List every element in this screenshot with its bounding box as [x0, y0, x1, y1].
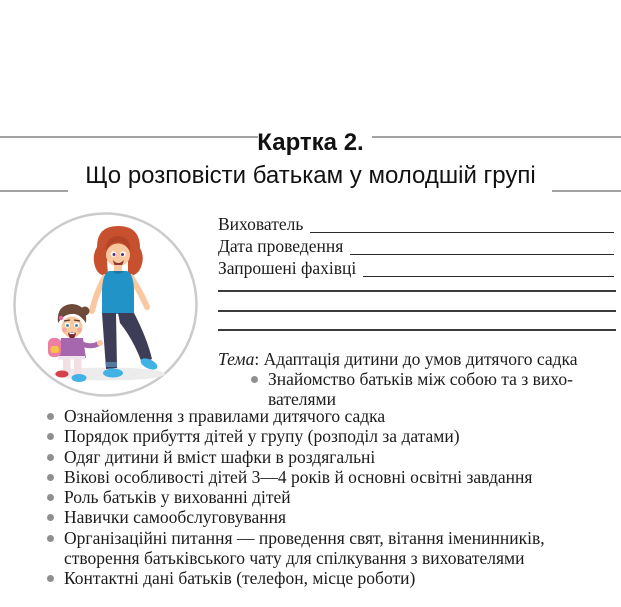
- list-item: [47, 528, 619, 569]
- page-subtitle: Що розповісти батькам у молодшій групі: [85, 162, 536, 189]
- bullet-icon: [47, 494, 54, 501]
- bullet-icon: [47, 575, 54, 582]
- topics-list: [47, 406, 619, 589]
- illustration-mother-child-icon: [12, 211, 199, 398]
- list-item-line: Навички самообслуговування: [64, 507, 287, 528]
- page-title: Картка 2.: [257, 129, 364, 156]
- blank-writing-line: [218, 329, 616, 331]
- bullet-icon: [47, 474, 54, 481]
- form-fields: [218, 213, 614, 279]
- list-item-line: створення батьківського чату для спілкування з вихователями: [64, 548, 525, 569]
- list-item: [47, 447, 619, 467]
- blank-writing-line: [218, 290, 616, 292]
- form-field-line: [363, 276, 614, 277]
- form-field-line: [350, 254, 614, 255]
- list-item: [47, 568, 619, 588]
- illustration-circle: [12, 211, 199, 398]
- list-item: [47, 467, 619, 487]
- list-item-line: Роль батьків у вихованні дітей: [64, 487, 291, 508]
- bullet-icon: [47, 535, 54, 542]
- list-item: [47, 487, 619, 507]
- form-field-row-date: [218, 235, 614, 257]
- list-item: [47, 507, 619, 527]
- list-item-line: Одяг дитини й вміст шафки в роздягальні: [64, 446, 376, 467]
- bullet-icon: [47, 454, 54, 461]
- theme-line: [218, 349, 618, 370]
- form-field-row-specialists: [218, 257, 614, 279]
- list-item-line: Ознайомлення з правилами дитячого садка: [64, 406, 386, 426]
- theme-text: : Адаптація дитини до умов дитячого садка: [254, 349, 578, 369]
- list-item: [47, 426, 619, 446]
- form-field-line: [310, 232, 614, 233]
- form-field-row-teacher: [218, 213, 614, 235]
- theme-sub-item: [251, 369, 616, 410]
- bullet-icon: [47, 433, 54, 440]
- list-item-line: Порядок прибуття дітей у групу (розподіл за датами): [64, 426, 460, 447]
- bullet-icon: [47, 413, 54, 420]
- bullet-icon: [47, 514, 54, 521]
- list-item: [47, 406, 619, 426]
- list-item-line: Вікові особливості дітей 3—4 років й основні освітні завдання: [64, 466, 533, 487]
- form-field-label: Дата проведення: [218, 236, 344, 256]
- bullet-icon: [251, 376, 258, 383]
- theme-sub-item-text: Знайомство батьків між собою та з вихо- вателями: [268, 369, 573, 410]
- list-item-line: Контактні дані батьків (телефон, місце роботи): [64, 568, 416, 589]
- list-item-line: Організаційні питання — проведення свят, вітання іменинників,: [64, 527, 545, 548]
- form-field-label: Запрошені фахівці: [218, 258, 357, 278]
- blank-writing-line: [218, 310, 616, 312]
- form-field-label: Вихователь: [218, 214, 304, 234]
- theme-label: Тема: [218, 349, 255, 369]
